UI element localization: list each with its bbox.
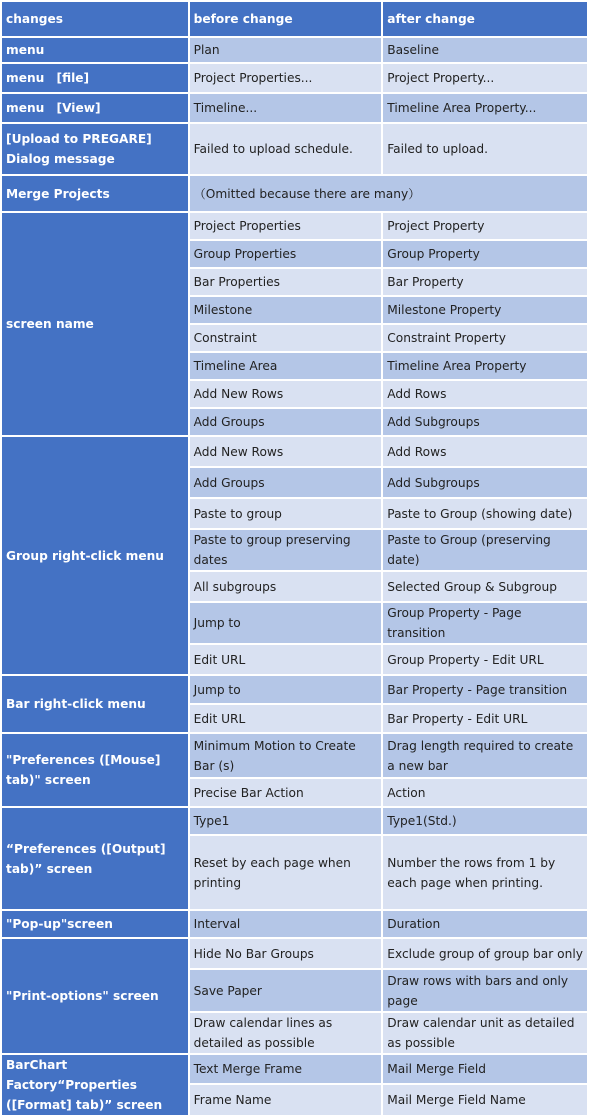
before-cell: Group Properties: [190, 241, 382, 267]
row-group-label: [Upload to PREGARE] Dialog message: [2, 124, 188, 174]
before-cell: Bar Properties: [190, 269, 382, 295]
merged-note-cell: （Omitted because there are many）: [190, 176, 587, 211]
after-cell: Paste to Group (preserving date): [383, 530, 587, 570]
row-group-label: Bar right-click menu: [2, 676, 188, 732]
after-cell: Type1(Std.): [383, 808, 587, 834]
row-group-label: screen name: [2, 213, 188, 435]
table-row: [2, 734, 587, 777]
after-cell: Mail Merge Field Name: [383, 1085, 587, 1115]
before-cell: Precise Bar Action: [190, 779, 382, 806]
table-row: [2, 213, 587, 239]
before-cell: Jump to: [190, 676, 382, 703]
row-group-label: Group right-click menu: [2, 437, 188, 674]
before-cell: Text Merge Frame: [190, 1055, 382, 1083]
before-cell: Add Groups: [190, 409, 382, 435]
before-cell: Plan: [190, 38, 382, 62]
row-group-label: BarChart Factory“Properties ([Format] tab)” screen: [2, 1055, 188, 1115]
row-group-label: "Pop-up"screen: [2, 911, 188, 937]
row-group-label: menu [View]: [2, 94, 188, 122]
before-cell: Hide No Bar Groups: [190, 939, 382, 968]
after-cell: Add Subgroups: [383, 409, 587, 435]
before-cell: Milestone: [190, 297, 382, 323]
before-cell: Frame Name: [190, 1085, 382, 1115]
header-row: [2, 2, 587, 36]
before-cell: Timeline...: [190, 94, 382, 122]
after-cell: Paste to Group (showing date): [383, 499, 587, 528]
after-cell: Failed to upload.: [383, 124, 587, 174]
after-cell: Bar Property - Edit URL: [383, 705, 587, 732]
header-changes: changes: [2, 2, 188, 36]
table-row: [2, 176, 587, 211]
row-group-label: “Preferences ([Output] tab)” screen: [2, 808, 188, 909]
after-cell: Add Rows: [383, 381, 587, 407]
after-cell: Number the rows from 1 by each page when printing.: [383, 836, 587, 909]
before-cell: Interval: [190, 911, 382, 937]
table-row: [2, 808, 587, 834]
after-cell: Action: [383, 779, 587, 806]
before-cell: Paste to group: [190, 499, 382, 528]
row-group-label: "Print-options" screen: [2, 939, 188, 1053]
after-cell: Draw calendar unit as detailed as possible: [383, 1013, 587, 1053]
before-cell: Reset by each page when printing: [190, 836, 382, 909]
after-cell: Project Property...: [383, 64, 587, 92]
before-cell: Minimum Motion to Create Bar (s): [190, 734, 382, 777]
header-before-change: before change: [190, 2, 382, 36]
after-cell: Constraint Property: [383, 325, 587, 351]
row-group-label: Merge Projects: [2, 176, 188, 211]
before-cell: Timeline Area: [190, 353, 382, 379]
after-cell: Milestone Property: [383, 297, 587, 323]
before-cell: Constraint: [190, 325, 382, 351]
after-cell: Add Rows: [383, 437, 587, 466]
table-row: [2, 939, 587, 968]
after-cell: Group Property - Edit URL: [383, 645, 587, 674]
before-cell: Save Paper: [190, 970, 382, 1011]
table-row: [2, 124, 587, 174]
after-cell: Exclude group of group bar only: [383, 939, 587, 968]
before-cell: Add Groups: [190, 468, 382, 497]
before-cell: Type1: [190, 808, 382, 834]
after-cell: Baseline: [383, 38, 587, 62]
after-cell: Add Subgroups: [383, 468, 587, 497]
after-cell: Selected Group & Subgroup: [383, 572, 587, 601]
table-row: [2, 437, 587, 466]
after-cell: Bar Property - Page transition: [383, 676, 587, 703]
table-row: [2, 676, 587, 703]
after-cell: Bar Property: [383, 269, 587, 295]
after-cell: Group Property - Page transition: [383, 603, 587, 643]
row-group-label: "Preferences ([Mouse] tab)" screen: [2, 734, 188, 806]
table-row: [2, 911, 587, 937]
before-cell: Edit URL: [190, 645, 382, 674]
before-cell: Jump to: [190, 603, 382, 643]
after-cell: Project Property: [383, 213, 587, 239]
before-cell: Add New Rows: [190, 437, 382, 466]
after-cell: Duration: [383, 911, 587, 937]
before-cell: Draw calendar lines as detailed as possible: [190, 1013, 382, 1053]
header-after-change: after change: [383, 2, 587, 36]
row-group-label: menu [file]: [2, 64, 188, 92]
table-row: [2, 1055, 587, 1083]
after-cell: Timeline Area Property: [383, 353, 587, 379]
table-row: [2, 94, 587, 122]
before-cell: Add New Rows: [190, 381, 382, 407]
row-group-label: menu: [2, 38, 188, 62]
table-row: [2, 38, 587, 62]
before-cell: All subgroups: [190, 572, 382, 601]
before-cell: Edit URL: [190, 705, 382, 732]
after-cell: Group Property: [383, 241, 587, 267]
table-row: [2, 64, 587, 92]
after-cell: Timeline Area Property...: [383, 94, 587, 122]
before-cell: Failed to upload schedule.: [190, 124, 382, 174]
before-cell: Project Properties...: [190, 64, 382, 92]
after-cell: Draw rows with bars and only page: [383, 970, 587, 1011]
before-cell: Project Properties: [190, 213, 382, 239]
after-cell: Drag length required to create a new bar: [383, 734, 587, 777]
before-cell: Paste to group preserving dates: [190, 530, 382, 570]
after-cell: Mail Merge Field: [383, 1055, 587, 1083]
